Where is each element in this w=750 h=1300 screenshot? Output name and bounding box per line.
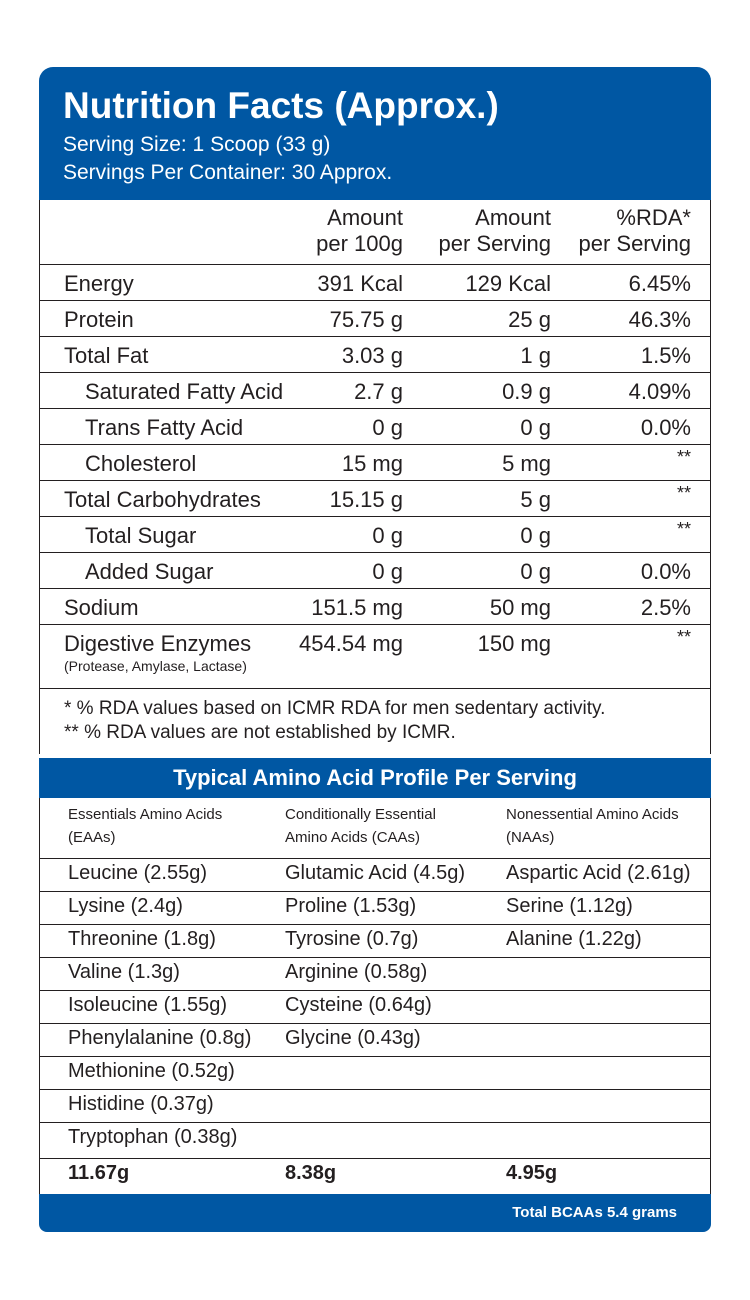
- amino-profile-title: Typical Amino Acid Profile Per Serving: [39, 758, 711, 798]
- table-row: Added Sugar 0 g 0 g 0.0%: [85, 559, 691, 584]
- divider: [39, 688, 711, 689]
- table-row: Digestive Enzymes 454.54 mg 150 mg ** (Protease, Amylase, Lactase): [64, 627, 691, 674]
- serving-size: Serving Size: 1 Scoop (33 g): [63, 133, 331, 156]
- amino-row: Threonine (1.8g) Tyrosine (0.7g) Alanine (1.22g): [68, 928, 642, 950]
- header-eaas: Essentials Amino Acids (EAAs): [68, 806, 223, 846]
- footnote-rda-not-established: ** % RDA values are not established by ICMR.: [64, 722, 456, 743]
- amino-row: Isoleucine (1.55g) Cysteine (0.64g): [68, 994, 432, 1016]
- footnote-rda-basis: * % RDA values based on ICMR RDA for men sedentary activity.: [64, 698, 606, 719]
- amino-totals-row: [39, 1158, 711, 1191]
- amino-row: Tryptophan (0.38g): [68, 1126, 238, 1148]
- col-header-rda: %RDA* per Serving: [578, 205, 691, 256]
- bcaa-footer-bar: [39, 1194, 711, 1232]
- nutrition-title: Nutrition Facts (Approx.): [63, 85, 499, 126]
- table-row: Protein 75.75 g 25 g 46.3%: [64, 307, 691, 332]
- amino-row: Lysine (2.4g) Proline (1.53g) Serine (1.12g): [68, 895, 633, 917]
- table-row: Total Carbohydrates 15.15 g 5 g **: [64, 483, 691, 512]
- total-caas: 8.38g: [285, 1162, 337, 1184]
- table-row: Cholesterol 15 mg 5 mg **: [85, 447, 691, 476]
- amino-row: Phenylalanine (0.8g) Glycine (0.43g): [68, 1027, 421, 1049]
- header-naas: Nonessential Amino Acids (NAAs): [506, 806, 679, 846]
- total-naas: 4.95g: [506, 1162, 558, 1184]
- servings-per-container: Servings Per Container: 30 Approx.: [63, 161, 393, 184]
- nutrition-facts-panel: [39, 67, 711, 1233]
- nutrition-header: [39, 67, 711, 200]
- amino-row: Leucine (2.55g) Glutamic Acid (4.5g) Aspartic Acid (2.61g): [68, 862, 691, 884]
- table-row: Sodium 151.5 mg 50 mg 2.5%: [64, 595, 691, 620]
- bcaa-total: Total BCAAs 5.4 grams: [512, 1204, 677, 1221]
- header-caas: Conditionally Essential Amino Acids (CAAs): [285, 806, 436, 846]
- col-header-per-100g: Amount per 100g: [316, 205, 403, 256]
- amino-row: Methionine (0.52g): [68, 1060, 235, 1082]
- col-header-per-serving: Amount per Serving: [438, 205, 551, 256]
- table-row: Saturated Fatty Acid 2.7 g 0.9 g 4.09%: [85, 379, 691, 404]
- table-row: Total Fat 3.03 g 1 g 1.5%: [64, 343, 691, 368]
- table-row: Trans Fatty Acid 0 g 0 g 0.0%: [85, 415, 691, 440]
- amino-row: Valine (1.3g) Arginine (0.58g): [68, 961, 428, 983]
- table-row: Total Sugar 0 g 0 g **: [85, 519, 691, 548]
- total-eaas: 11.67g: [68, 1162, 130, 1184]
- amino-row: Histidine (0.37g): [68, 1093, 214, 1115]
- enzymes-note: (Protease, Amylase, Lactase): [64, 658, 247, 674]
- table-row: Energy 391 Kcal 129 Kcal 6.45%: [64, 271, 691, 296]
